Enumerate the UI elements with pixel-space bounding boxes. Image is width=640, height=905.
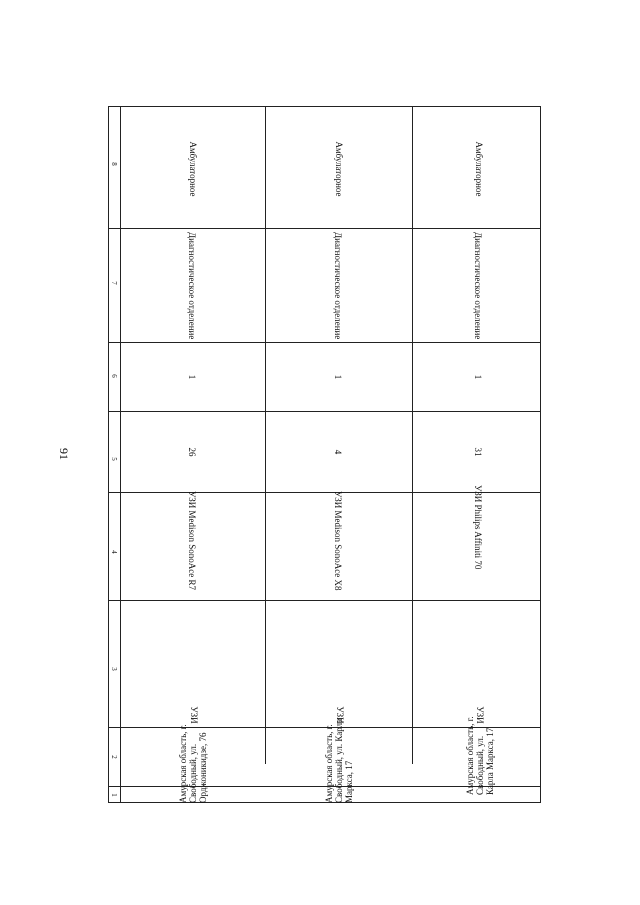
- equipment-model-cell: УЗИ Philips Affiniti 70: [473, 485, 483, 570]
- page-number: 91: [57, 448, 71, 460]
- column-number-3: 3: [110, 667, 118, 671]
- equipment-type-cell: УЗИ: [475, 706, 485, 724]
- address-cell: Амурская область, г. Свободный, ул. Орджоникидзе, 76: [178, 724, 208, 803]
- equipment-model-cell: УЗИ Medison SonoAce X8: [333, 491, 343, 591]
- column-number-4: 4: [110, 550, 118, 554]
- column-divider: [108, 600, 541, 601]
- department-cell: Диагностическое отделение: [333, 232, 343, 340]
- column-number-8: 8: [110, 162, 118, 166]
- count-cell: 1: [187, 374, 197, 380]
- value-cell: 4: [333, 449, 343, 455]
- equipment-type-cell: УЗИ: [189, 706, 199, 724]
- column-divider: [108, 411, 541, 412]
- value-cell: 26: [187, 447, 197, 457]
- care-type-cell: Амбулаторное: [334, 141, 344, 197]
- count-cell: 1: [333, 374, 343, 380]
- table-border-right: [540, 106, 541, 802]
- equipment-model-cell: УЗИ Medison SonoAce R7: [187, 491, 197, 591]
- equipment-type-cell: УЗИ: [335, 706, 345, 724]
- address-cell: Амурская область, г. Свободный, ул. Карла Маркса, 17: [465, 716, 495, 795]
- count-cell: 1: [473, 374, 483, 380]
- column-number-7: 7: [110, 281, 118, 285]
- value-cell: 31: [473, 447, 483, 457]
- department-cell: Диагностическое отделение: [187, 232, 197, 340]
- column-number-5: 5: [110, 457, 118, 461]
- care-type-cell: Амбулаторное: [474, 141, 484, 197]
- row-divider: [265, 106, 266, 764]
- table-border-top: [108, 106, 541, 107]
- department-cell: Диагностическое отделение: [473, 232, 483, 340]
- header-divider: [120, 106, 121, 802]
- column-number-2: 2: [110, 755, 118, 759]
- column-divider: [108, 342, 541, 343]
- column-divider: [108, 228, 541, 229]
- address-cell: Амурская область, г. Свободный, ул. Карла Маркса, 17: [324, 718, 354, 803]
- row-divider: [412, 106, 413, 764]
- column-number-6: 6: [110, 374, 118, 378]
- column-number-1: 1: [110, 793, 118, 797]
- care-type-cell: Амбулаторное: [188, 141, 198, 197]
